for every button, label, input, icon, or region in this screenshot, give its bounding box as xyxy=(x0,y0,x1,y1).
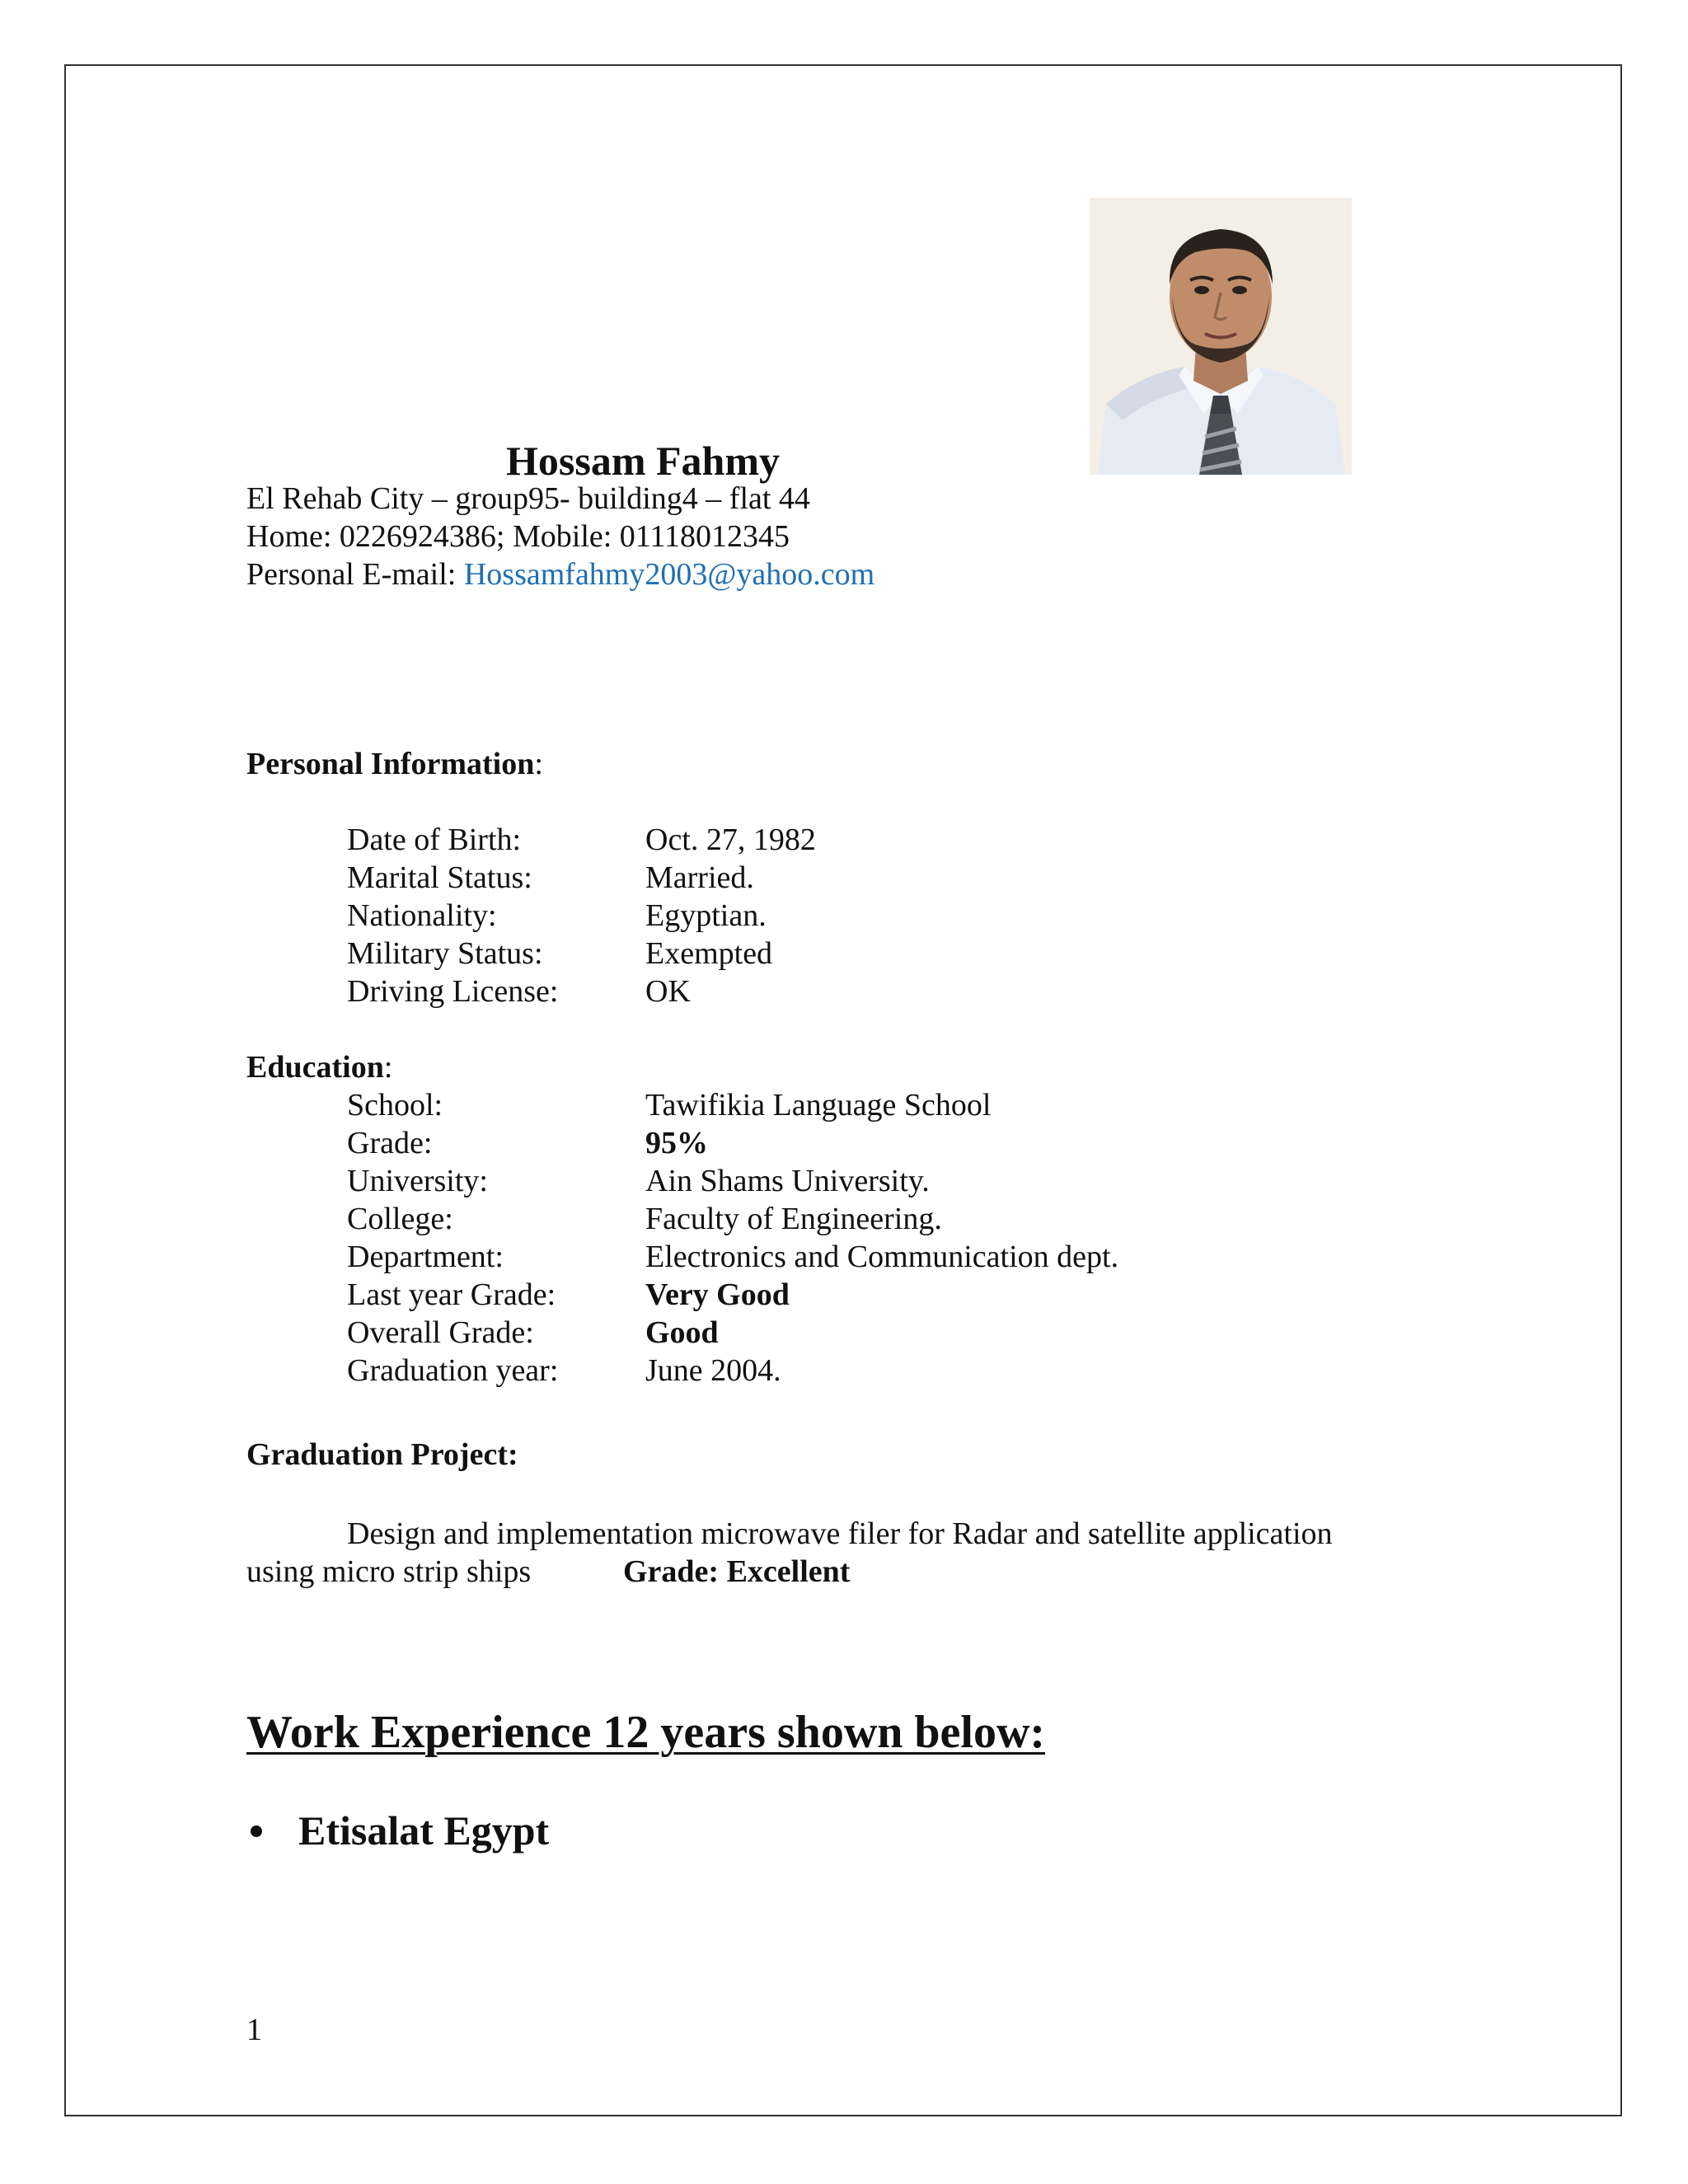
edu-label-school: School: xyxy=(347,1088,443,1122)
personal-label-license: Driving License: xyxy=(347,974,559,1009)
personal-label-marital: Marital Status: xyxy=(347,860,532,895)
personal-label-nationality: Nationality: xyxy=(347,898,497,933)
edu-value-school: Tawifikia Language School xyxy=(645,1088,992,1122)
address-line: El Rehab City – group95- building4 – flat 44 xyxy=(246,481,810,516)
education-title: Education xyxy=(246,1050,384,1085)
personal-info-colon: : xyxy=(534,747,543,781)
edu-value-university: Ain Shams University. xyxy=(645,1164,930,1198)
edu-value-college: Faculty of Engineering. xyxy=(645,1202,942,1236)
personal-value-military: Exempted xyxy=(645,936,773,971)
personal-value-dob: Oct. 27, 1982 xyxy=(645,823,816,857)
edu-label-overall-grade: Overall Grade: xyxy=(347,1315,534,1350)
profile-photo xyxy=(1090,198,1352,475)
edu-value-last-year-grade: Very Good xyxy=(645,1277,790,1312)
edu-value-department: Electronics and Communication dept. xyxy=(645,1240,1119,1274)
bullet-dot-icon xyxy=(251,1825,262,1837)
project-description-line1: Design and implementation microwave filer for Radar and satellite application xyxy=(347,1516,1333,1551)
edu-label-graduation-year: Graduation year: xyxy=(347,1353,559,1388)
project-description-line2: using micro strip ships xyxy=(246,1554,532,1589)
page-number: 1 xyxy=(246,2013,262,2047)
personal-label-military: Military Status: xyxy=(347,936,543,971)
edu-value-graduation-year: June 2004. xyxy=(645,1353,781,1388)
edu-label-last-year-grade: Last year Grade: xyxy=(347,1277,556,1312)
email-link[interactable]: Hossamfahmy2003@yahoo.com xyxy=(463,557,875,592)
email-label: Personal E-mail: xyxy=(246,557,464,592)
project-grade: Grade: Excellent xyxy=(623,1554,851,1589)
graduation-project-heading: Graduation Project: xyxy=(246,1437,518,1472)
edu-value-grade: 95% xyxy=(645,1126,708,1160)
personal-value-license: OK xyxy=(645,974,691,1009)
edu-value-overall-grade: Good xyxy=(645,1315,719,1350)
education-colon: : xyxy=(383,1050,393,1085)
phone-line: Home: 0226924386; Mobile: 01118012345 xyxy=(246,519,790,554)
personal-value-marital: Married. xyxy=(645,860,754,895)
personal-label-dob: Date of Birth: xyxy=(347,823,522,857)
work-experience-title: Work Experience 12 years shown below: xyxy=(246,1707,1046,1758)
edu-label-college: College: xyxy=(347,1202,453,1236)
candidate-name: Hossam Fahmy xyxy=(506,438,780,484)
personal-value-nationality: Egyptian. xyxy=(645,898,767,933)
work-item-etisalat: Etisalat Egypt xyxy=(298,1807,550,1854)
edu-label-department: Department: xyxy=(347,1240,504,1274)
portrait-photo-icon xyxy=(1090,198,1352,475)
edu-label-university: University: xyxy=(347,1164,488,1198)
personal-info-title: Personal Information xyxy=(246,747,535,781)
email-line xyxy=(246,555,874,593)
personal-info-heading xyxy=(246,745,543,783)
edu-label-grade: Grade: xyxy=(347,1126,433,1160)
education-heading xyxy=(246,1048,392,1086)
